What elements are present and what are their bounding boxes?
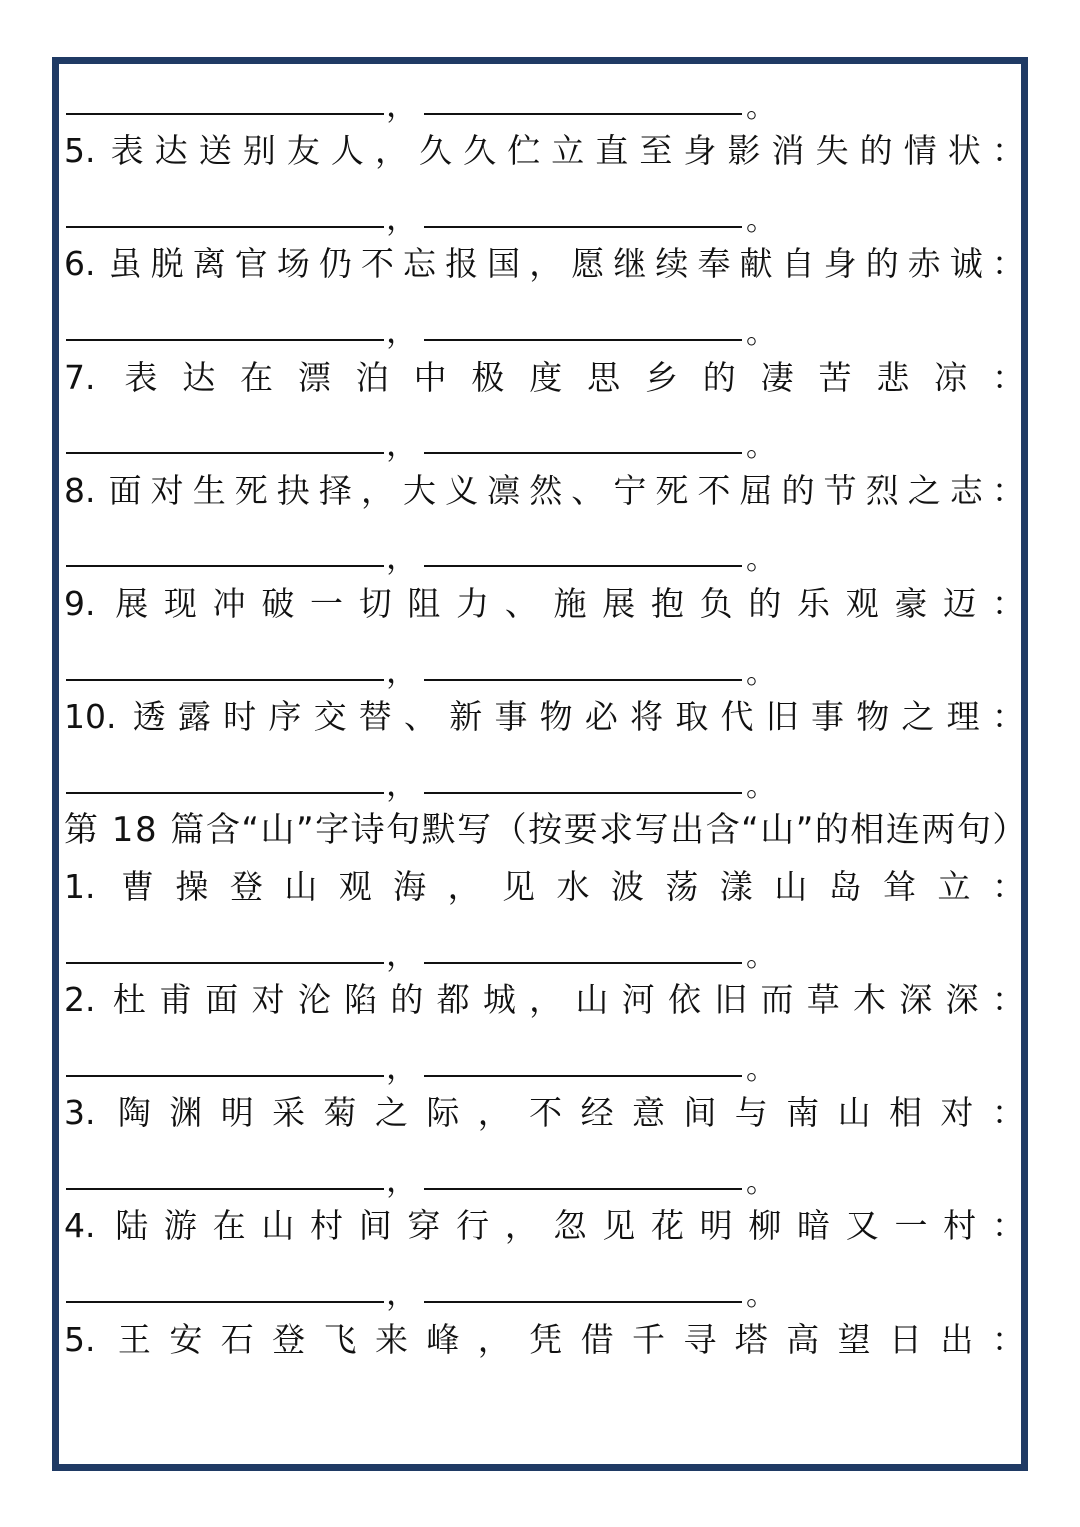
question-char: ， bbox=[477, 1093, 511, 1133]
question-char: 面 bbox=[108, 470, 142, 510]
comma: ， bbox=[386, 425, 419, 464]
question-char: 海 bbox=[393, 866, 427, 906]
answer-blank-row bbox=[64, 632, 1016, 689]
question-char: 穿 bbox=[407, 1206, 441, 1246]
question-char: 杜 bbox=[112, 980, 146, 1020]
question-char: 的 bbox=[702, 357, 736, 397]
period: 。 bbox=[746, 202, 776, 238]
question-char: 极 bbox=[471, 357, 505, 397]
answer-blank[interactable] bbox=[424, 792, 742, 794]
answer-blank[interactable] bbox=[424, 565, 742, 567]
worksheet bbox=[64, 66, 1028, 1368]
comma: ， bbox=[386, 538, 419, 577]
answer-blank[interactable] bbox=[66, 962, 384, 964]
question-char: 甫 bbox=[159, 980, 193, 1020]
question-char: 水 bbox=[556, 866, 590, 906]
question-line bbox=[64, 972, 1025, 1029]
answer-blank[interactable] bbox=[66, 679, 384, 681]
question-char: 虽 bbox=[108, 244, 142, 284]
question-char: 安 bbox=[169, 1319, 203, 1359]
question-char: 陶 bbox=[117, 1093, 151, 1133]
answer-blank-row bbox=[64, 179, 1016, 236]
question-colon: ： bbox=[991, 470, 1025, 510]
question-char: 抱 bbox=[650, 583, 684, 623]
question-char: 事 bbox=[494, 697, 528, 737]
question-char: 游 bbox=[163, 1206, 197, 1246]
question-char: 花 bbox=[650, 1206, 684, 1246]
question-char: 之 bbox=[907, 470, 941, 510]
question-char: 直 bbox=[595, 131, 629, 171]
question-char: 望 bbox=[837, 1319, 871, 1359]
question-char: 石 bbox=[220, 1319, 254, 1359]
answer-blank-row bbox=[64, 519, 1016, 576]
question-number: 5. bbox=[64, 1319, 96, 1359]
question-char: ， bbox=[504, 1206, 538, 1246]
question-char: 出 bbox=[940, 1319, 974, 1359]
answer-blank-row bbox=[64, 915, 1016, 972]
question-char: 明 bbox=[220, 1093, 254, 1133]
question-line bbox=[64, 689, 1025, 746]
question-char: 登 bbox=[272, 1319, 306, 1359]
question-char: 的 bbox=[865, 244, 899, 284]
comma: ， bbox=[386, 198, 419, 237]
question-char: 千 bbox=[631, 1319, 665, 1359]
question-char: 深 bbox=[945, 980, 979, 1020]
question-char: 抉 bbox=[276, 470, 310, 510]
question-char: 献 bbox=[739, 244, 773, 284]
answer-blank-row bbox=[64, 292, 1016, 349]
question-char: 送 bbox=[198, 131, 232, 171]
question-char: 又 bbox=[845, 1206, 879, 1246]
question-char: 陷 bbox=[344, 980, 378, 1020]
question-char: 对 bbox=[251, 980, 285, 1020]
question-char: 山 bbox=[284, 866, 318, 906]
question-char: 离 bbox=[192, 244, 226, 284]
question-char: 达 bbox=[154, 131, 188, 171]
answer-blank[interactable] bbox=[424, 452, 742, 454]
section-one bbox=[64, 123, 1025, 804]
answer-blank[interactable] bbox=[424, 1188, 742, 1190]
comma: ， bbox=[386, 85, 419, 124]
question-char: 不 bbox=[697, 470, 731, 510]
question-char: ， bbox=[529, 980, 563, 1020]
question-char: 代 bbox=[720, 697, 754, 737]
question-char: 达 bbox=[182, 357, 216, 397]
question-char: 山 bbox=[837, 1093, 871, 1133]
section-two bbox=[64, 858, 1025, 1367]
question-char: 耸 bbox=[883, 866, 917, 906]
comma: ， bbox=[386, 764, 419, 803]
question-char: 日 bbox=[889, 1319, 922, 1359]
question-char: 在 bbox=[240, 357, 274, 397]
question-line bbox=[64, 349, 1025, 406]
comma: ， bbox=[386, 1047, 419, 1086]
answer-blank[interactable] bbox=[424, 1075, 742, 1077]
question-char: 波 bbox=[610, 866, 644, 906]
question-char: 木 bbox=[853, 980, 887, 1020]
question-char: 依 bbox=[667, 980, 701, 1020]
answer-blank[interactable] bbox=[424, 1301, 742, 1303]
question-char: 展 bbox=[115, 583, 149, 623]
question-char: 行 bbox=[456, 1206, 490, 1246]
answer-blank[interactable] bbox=[66, 565, 384, 567]
question-char: 村 bbox=[943, 1206, 977, 1246]
answer-blank-row bbox=[64, 1254, 1016, 1314]
question-char: 渊 bbox=[169, 1093, 203, 1133]
period: 。 bbox=[746, 542, 776, 578]
answer-blank[interactable] bbox=[66, 1188, 384, 1190]
question-char: 不 bbox=[529, 1093, 563, 1133]
question-char: 继 bbox=[613, 244, 647, 284]
question-char: ， bbox=[529, 244, 563, 284]
question-char: 凛 bbox=[487, 470, 521, 510]
question-char: 间 bbox=[683, 1093, 717, 1133]
question-char: 暗 bbox=[797, 1206, 831, 1246]
question-char: 山 bbox=[774, 866, 808, 906]
question-char: 豪 bbox=[894, 583, 928, 623]
question-char: 忽 bbox=[553, 1206, 587, 1246]
question-char: 忘 bbox=[403, 244, 436, 284]
period: 。 bbox=[746, 1278, 776, 1314]
question-number: 2. bbox=[64, 980, 96, 1020]
question-char: 阻 bbox=[407, 583, 441, 623]
question-char: 之 bbox=[901, 697, 935, 737]
question-char: 生 bbox=[192, 470, 226, 510]
question-char: 漂 bbox=[297, 357, 331, 397]
answer-blank[interactable] bbox=[66, 113, 384, 115]
question-char: 借 bbox=[580, 1319, 614, 1359]
answer-blank-row bbox=[64, 1028, 1016, 1085]
comma: ， bbox=[386, 934, 419, 973]
question-char: 深 bbox=[899, 980, 933, 1020]
period: 。 bbox=[746, 429, 776, 465]
question-char: 面 bbox=[205, 980, 239, 1020]
question-char: 表 bbox=[110, 131, 144, 171]
question-char: 脱 bbox=[150, 244, 184, 284]
question-char: 村 bbox=[310, 1206, 344, 1246]
answer-blank[interactable] bbox=[424, 226, 742, 228]
question-char: 旧 bbox=[714, 980, 748, 1020]
period: 。 bbox=[746, 315, 776, 351]
answer-blank[interactable] bbox=[424, 962, 742, 964]
question-char: 迈 bbox=[943, 583, 977, 623]
question-char: 、 bbox=[504, 583, 538, 623]
question-char: 赤 bbox=[907, 244, 941, 284]
answer-blank-row bbox=[64, 406, 1016, 463]
question-char: 立 bbox=[551, 131, 585, 171]
question-char: 柳 bbox=[748, 1206, 782, 1246]
question-char: 宁 bbox=[613, 470, 647, 510]
question-line bbox=[64, 236, 1025, 293]
question-number: 7. bbox=[64, 357, 96, 397]
question-char: 见 bbox=[502, 866, 535, 906]
question-char: 思 bbox=[587, 357, 621, 397]
question-char: 城 bbox=[482, 980, 516, 1020]
question-char: 志 bbox=[949, 470, 983, 510]
question-char: 物 bbox=[856, 697, 890, 737]
question-char: 乐 bbox=[797, 583, 831, 623]
question-char: 沦 bbox=[297, 980, 331, 1020]
question-char: 相 bbox=[889, 1093, 922, 1133]
period: 。 bbox=[746, 768, 776, 804]
question-char: 事 bbox=[810, 697, 844, 737]
question-number: 10. bbox=[64, 697, 117, 737]
question-char: 而 bbox=[760, 980, 794, 1020]
question-number: 4. bbox=[64, 1206, 96, 1246]
question-char: 、 bbox=[404, 697, 438, 737]
question-char: 义 bbox=[445, 470, 479, 510]
question-char: 的 bbox=[748, 583, 782, 623]
question-char: 官 bbox=[234, 244, 268, 284]
question-char: 陆 bbox=[115, 1206, 149, 1246]
question-char: 国 bbox=[487, 244, 521, 284]
question-char: ， bbox=[477, 1319, 511, 1359]
question-char: 负 bbox=[699, 583, 733, 623]
question-char: 曹 bbox=[120, 866, 154, 906]
question-char: 情 bbox=[903, 131, 937, 171]
section-heading: 第 18 篇含“山”字诗句默写（按要求写出含“山”的相连两句） bbox=[64, 809, 1028, 850]
question-char: 展 bbox=[602, 583, 636, 623]
question-char: 别 bbox=[242, 131, 276, 171]
question-char: 状 bbox=[947, 131, 981, 171]
question-char: 透 bbox=[132, 697, 166, 737]
question-char: 山 bbox=[261, 1206, 295, 1246]
answer-blank[interactable] bbox=[66, 792, 384, 794]
question-char: 泊 bbox=[355, 357, 389, 397]
question-char: 愿 bbox=[571, 244, 605, 284]
question-colon: ： bbox=[991, 583, 1025, 623]
question-char: 露 bbox=[177, 697, 211, 737]
question-char: 诚 bbox=[949, 244, 983, 284]
question-char: 取 bbox=[675, 697, 709, 737]
period: 。 bbox=[746, 655, 776, 691]
question-char: 岛 bbox=[828, 866, 862, 906]
question-char: 一 bbox=[310, 583, 344, 623]
question-line bbox=[64, 575, 1025, 632]
question-char: 的 bbox=[859, 131, 893, 171]
question-char: 高 bbox=[786, 1319, 820, 1359]
question-char: 消 bbox=[771, 131, 805, 171]
question-char: 乡 bbox=[644, 357, 678, 397]
question-char: 不 bbox=[360, 244, 394, 284]
answer-blank-row bbox=[64, 745, 1016, 802]
question-char: 王 bbox=[117, 1319, 151, 1359]
question-char: 身 bbox=[683, 131, 717, 171]
question-colon: ： bbox=[991, 1093, 1025, 1133]
question-char: 死 bbox=[655, 470, 689, 510]
question-char: 替 bbox=[358, 697, 392, 737]
question-number: 3. bbox=[64, 1093, 96, 1133]
question-char: 度 bbox=[529, 357, 563, 397]
question-char: 悲 bbox=[876, 357, 910, 397]
question-char: 际 bbox=[426, 1093, 460, 1133]
question-char: 友 bbox=[286, 131, 320, 171]
question-char: 力 bbox=[456, 583, 490, 623]
question-char: 都 bbox=[436, 980, 470, 1020]
question-colon: ： bbox=[991, 244, 1025, 284]
answer-blank[interactable] bbox=[66, 452, 384, 454]
question-char: 荡 bbox=[665, 866, 699, 906]
question-char: 久 bbox=[419, 131, 452, 171]
question-char: 至 bbox=[639, 131, 673, 171]
question-char: 现 bbox=[163, 583, 197, 623]
comma: ， bbox=[386, 651, 419, 690]
question-char: 序 bbox=[268, 697, 302, 737]
question-line bbox=[64, 123, 1025, 180]
question-char: 对 bbox=[150, 470, 184, 510]
question-char: 凉 bbox=[934, 357, 968, 397]
question-char: 来 bbox=[374, 1319, 408, 1359]
question-char: 塔 bbox=[734, 1319, 768, 1359]
question-char: 凄 bbox=[760, 357, 794, 397]
question-char: 山 bbox=[575, 980, 609, 1020]
question-char: 苦 bbox=[818, 357, 852, 397]
answer-blank[interactable] bbox=[66, 1075, 384, 1077]
question-char: 然 bbox=[529, 470, 563, 510]
question-char: 峰 bbox=[426, 1319, 460, 1359]
question-char: 草 bbox=[806, 980, 840, 1020]
question-char: 菊 bbox=[323, 1093, 357, 1133]
question-char: 理 bbox=[946, 697, 980, 737]
question-char: 意 bbox=[631, 1093, 665, 1133]
question-char: 观 bbox=[845, 583, 879, 623]
question-number: 1. bbox=[64, 866, 96, 906]
question-char: 操 bbox=[175, 866, 209, 906]
question-char: 一 bbox=[894, 1206, 928, 1246]
question-char: 冲 bbox=[212, 583, 246, 623]
question-char: 对 bbox=[940, 1093, 974, 1133]
question-colon: ： bbox=[991, 980, 1025, 1020]
question-char: 影 bbox=[727, 131, 761, 171]
question-char: ， bbox=[447, 866, 481, 906]
question-colon: ： bbox=[991, 1319, 1025, 1359]
question-char: 奉 bbox=[697, 244, 731, 284]
question-colon: ： bbox=[991, 866, 1025, 906]
question-char: 、 bbox=[571, 470, 605, 510]
question-char: 将 bbox=[630, 697, 664, 737]
question-char: 在 bbox=[212, 1206, 246, 1246]
question-char: 见 bbox=[602, 1206, 636, 1246]
question-char: 的 bbox=[390, 980, 424, 1020]
question-char: 经 bbox=[580, 1093, 614, 1133]
period: 。 bbox=[746, 89, 776, 125]
question-number: 9. bbox=[64, 583, 96, 623]
question-char: 大 bbox=[403, 470, 436, 510]
question-char: 仍 bbox=[318, 244, 352, 284]
question-char: 凭 bbox=[529, 1319, 563, 1359]
question-char: 与 bbox=[734, 1093, 768, 1133]
answer-blank[interactable] bbox=[424, 339, 742, 341]
question-colon: ： bbox=[991, 1206, 1025, 1246]
question-line bbox=[64, 462, 1025, 519]
question-char: 南 bbox=[786, 1093, 820, 1133]
question-colon: ： bbox=[991, 131, 1025, 171]
question-char: 破 bbox=[261, 583, 295, 623]
question-char: 人 bbox=[330, 131, 364, 171]
question-char: 报 bbox=[445, 244, 479, 284]
question-char: 表 bbox=[124, 357, 158, 397]
answer-blank[interactable] bbox=[424, 679, 742, 681]
question-line bbox=[64, 858, 1025, 915]
answer-blank-row bbox=[64, 1141, 1016, 1198]
question-char: 中 bbox=[413, 357, 447, 397]
question-char: 时 bbox=[223, 697, 257, 737]
question-char: 烈 bbox=[865, 470, 899, 510]
question-char: 屈 bbox=[739, 470, 773, 510]
question-char: 明 bbox=[699, 1206, 733, 1246]
question-char: 之 bbox=[374, 1093, 408, 1133]
question-number: 5. bbox=[64, 131, 96, 171]
question-char: 死 bbox=[234, 470, 268, 510]
question-char: 续 bbox=[655, 244, 689, 284]
question-char: 寻 bbox=[683, 1319, 717, 1359]
question-char: 节 bbox=[823, 470, 857, 510]
answer-blank-row bbox=[64, 66, 1016, 123]
question-char: 身 bbox=[823, 244, 857, 284]
question-char: 物 bbox=[539, 697, 573, 737]
question-line bbox=[64, 1198, 1025, 1255]
question-char: 失 bbox=[815, 131, 849, 171]
answer-blank[interactable] bbox=[424, 113, 742, 115]
question-char: 久 bbox=[463, 131, 497, 171]
period: 。 bbox=[746, 938, 776, 974]
question-char: 切 bbox=[358, 583, 392, 623]
question-char: 采 bbox=[272, 1093, 306, 1133]
question-char: 立 bbox=[937, 866, 971, 906]
question-char: 场 bbox=[276, 244, 310, 284]
question-colon: ： bbox=[991, 697, 1025, 737]
question-line bbox=[64, 1085, 1025, 1142]
question-number: 8. bbox=[64, 470, 96, 510]
question-char: 间 bbox=[358, 1206, 392, 1246]
comma: ， bbox=[386, 1274, 419, 1313]
question-char: 择 bbox=[318, 470, 352, 510]
question-colon: ： bbox=[992, 357, 1025, 397]
comma: ， bbox=[386, 311, 419, 350]
question-char: 旧 bbox=[765, 697, 799, 737]
question-char: 交 bbox=[313, 697, 347, 737]
question-char: 登 bbox=[229, 866, 263, 906]
question-char: 观 bbox=[338, 866, 372, 906]
question-char: 新 bbox=[449, 697, 483, 737]
question-char: 伫 bbox=[507, 131, 541, 171]
answer-blank[interactable] bbox=[66, 226, 384, 228]
question-char: ， bbox=[360, 470, 394, 510]
question-number: 6. bbox=[64, 244, 96, 284]
question-char: 自 bbox=[781, 244, 815, 284]
answer-blank[interactable] bbox=[66, 1301, 384, 1303]
question-char: 施 bbox=[553, 583, 587, 623]
question-char: 河 bbox=[621, 980, 655, 1020]
question-char: ， bbox=[374, 131, 408, 171]
question-line bbox=[64, 1311, 1025, 1368]
answer-blank[interactable] bbox=[66, 339, 384, 341]
question-char: 漾 bbox=[719, 866, 753, 906]
period: 。 bbox=[746, 1051, 776, 1087]
question-char: 的 bbox=[781, 470, 815, 510]
comma: ， bbox=[386, 1160, 419, 1199]
question-char: 飞 bbox=[323, 1319, 357, 1359]
question-char: 必 bbox=[584, 697, 618, 737]
period: 。 bbox=[746, 1164, 776, 1200]
